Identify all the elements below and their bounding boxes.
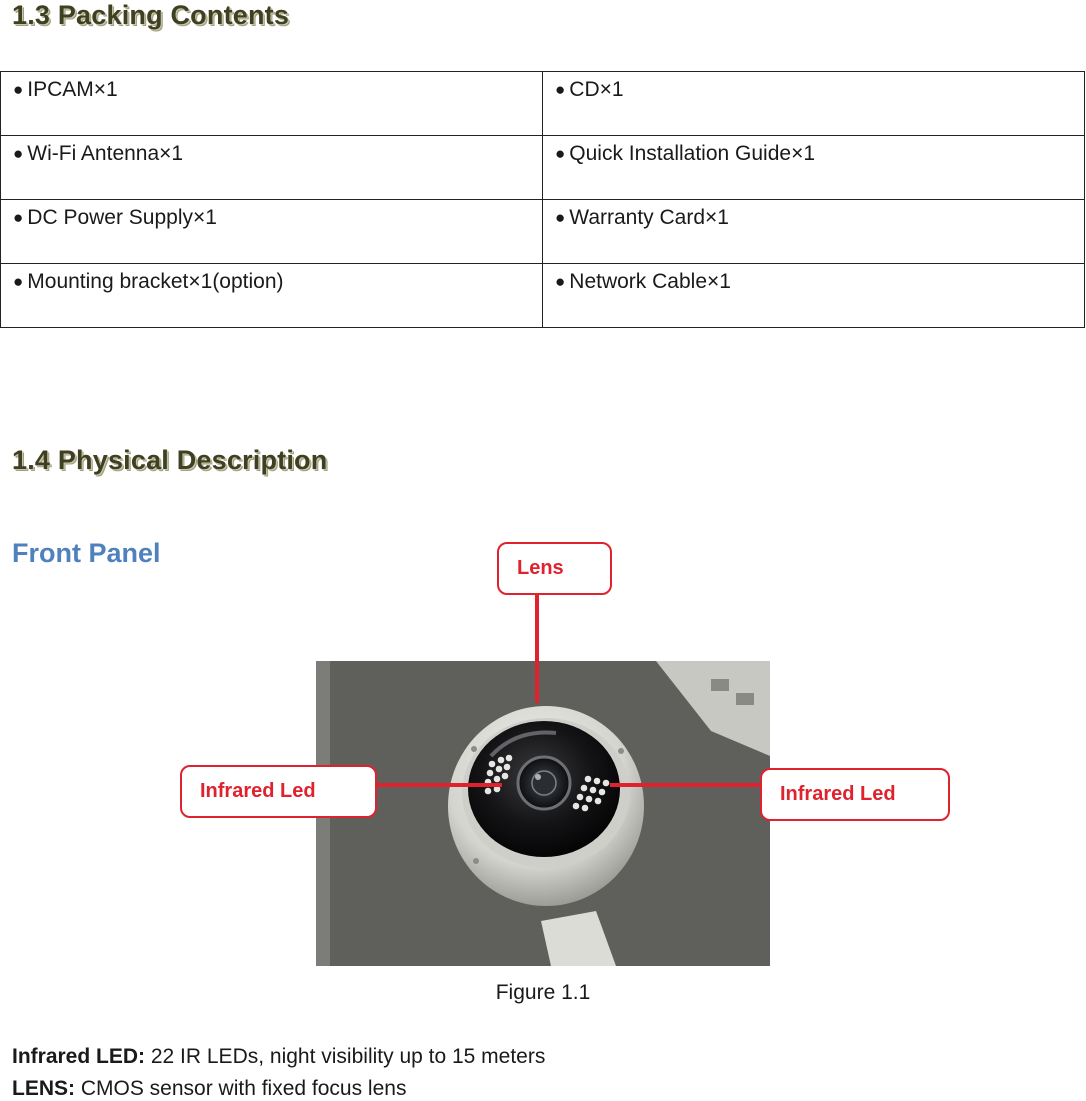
bullet-icon: ● bbox=[13, 208, 24, 227]
infrared-led-callout-right bbox=[760, 768, 950, 821]
description-label: Infrared LED: bbox=[12, 1045, 146, 1068]
table-cell bbox=[1, 136, 543, 200]
ir-left-leader-line bbox=[376, 783, 502, 787]
figure-caption: Figure 1.1 bbox=[495, 981, 591, 1004]
front-panel-heading: Front Panel bbox=[12, 538, 161, 568]
packing-item: IPCAM×1 bbox=[27, 78, 118, 101]
table-row bbox=[1, 136, 1085, 200]
lens-glint bbox=[535, 774, 541, 780]
lens-callout bbox=[497, 542, 612, 595]
section-title-packing: 1.3 Packing Contents bbox=[12, 0, 290, 30]
lens-description bbox=[12, 1077, 406, 1101]
lens-leader-line bbox=[535, 594, 539, 703]
screw bbox=[473, 858, 479, 864]
outlet bbox=[711, 679, 729, 691]
bullet-icon: ● bbox=[555, 144, 566, 163]
screw bbox=[471, 746, 477, 752]
packing-item: DC Power Supply×1 bbox=[27, 206, 217, 229]
screw bbox=[618, 748, 624, 754]
bullet-icon: ● bbox=[13, 272, 24, 291]
table-cell bbox=[1, 72, 543, 136]
lens-center bbox=[532, 771, 556, 795]
packing-item: Mounting bracket×1(option) bbox=[27, 270, 284, 293]
packing-item: Quick Installation Guide×1 bbox=[569, 142, 816, 165]
table-row bbox=[1, 200, 1085, 264]
table-cell bbox=[1, 264, 543, 328]
description-text: CMOS sensor with fixed focus lens bbox=[75, 1077, 407, 1100]
table-cell bbox=[543, 200, 1085, 264]
camera-photo bbox=[316, 661, 770, 966]
section-title-physical: 1.4 Physical Description bbox=[12, 445, 328, 475]
infrared-led-callout-label: Infrared Led bbox=[780, 783, 896, 805]
table-cell bbox=[543, 264, 1085, 328]
infrared-led-callout-left bbox=[180, 765, 377, 818]
table-cell bbox=[543, 72, 1085, 136]
table-cell bbox=[1, 200, 543, 264]
ir-right-leader-line bbox=[610, 783, 762, 787]
packing-item: CD×1 bbox=[569, 78, 624, 101]
outlet bbox=[736, 693, 754, 705]
lens-callout-label: Lens bbox=[517, 557, 564, 579]
bullet-icon: ● bbox=[555, 80, 566, 99]
packing-table bbox=[0, 71, 1085, 328]
bullet-icon: ● bbox=[555, 272, 566, 291]
infrared-led-description bbox=[12, 1045, 545, 1069]
bullet-icon: ● bbox=[13, 144, 24, 163]
infrared-led-callout-label: Infrared Led bbox=[200, 780, 316, 802]
table-row bbox=[1, 72, 1085, 136]
dome-camera-illustration bbox=[316, 661, 770, 966]
packing-item: Network Cable×1 bbox=[569, 270, 731, 293]
bullet-icon: ● bbox=[555, 208, 566, 227]
description-text: 22 IR LEDs, night visibility up to 15 meters bbox=[145, 1045, 546, 1068]
packing-item: Wi-Fi Antenna×1 bbox=[27, 142, 184, 165]
description-label: LENS: bbox=[12, 1077, 75, 1100]
packing-item: Warranty Card×1 bbox=[569, 206, 729, 229]
table-cell bbox=[543, 136, 1085, 200]
table-row bbox=[1, 264, 1085, 328]
bullet-icon: ● bbox=[13, 80, 24, 99]
